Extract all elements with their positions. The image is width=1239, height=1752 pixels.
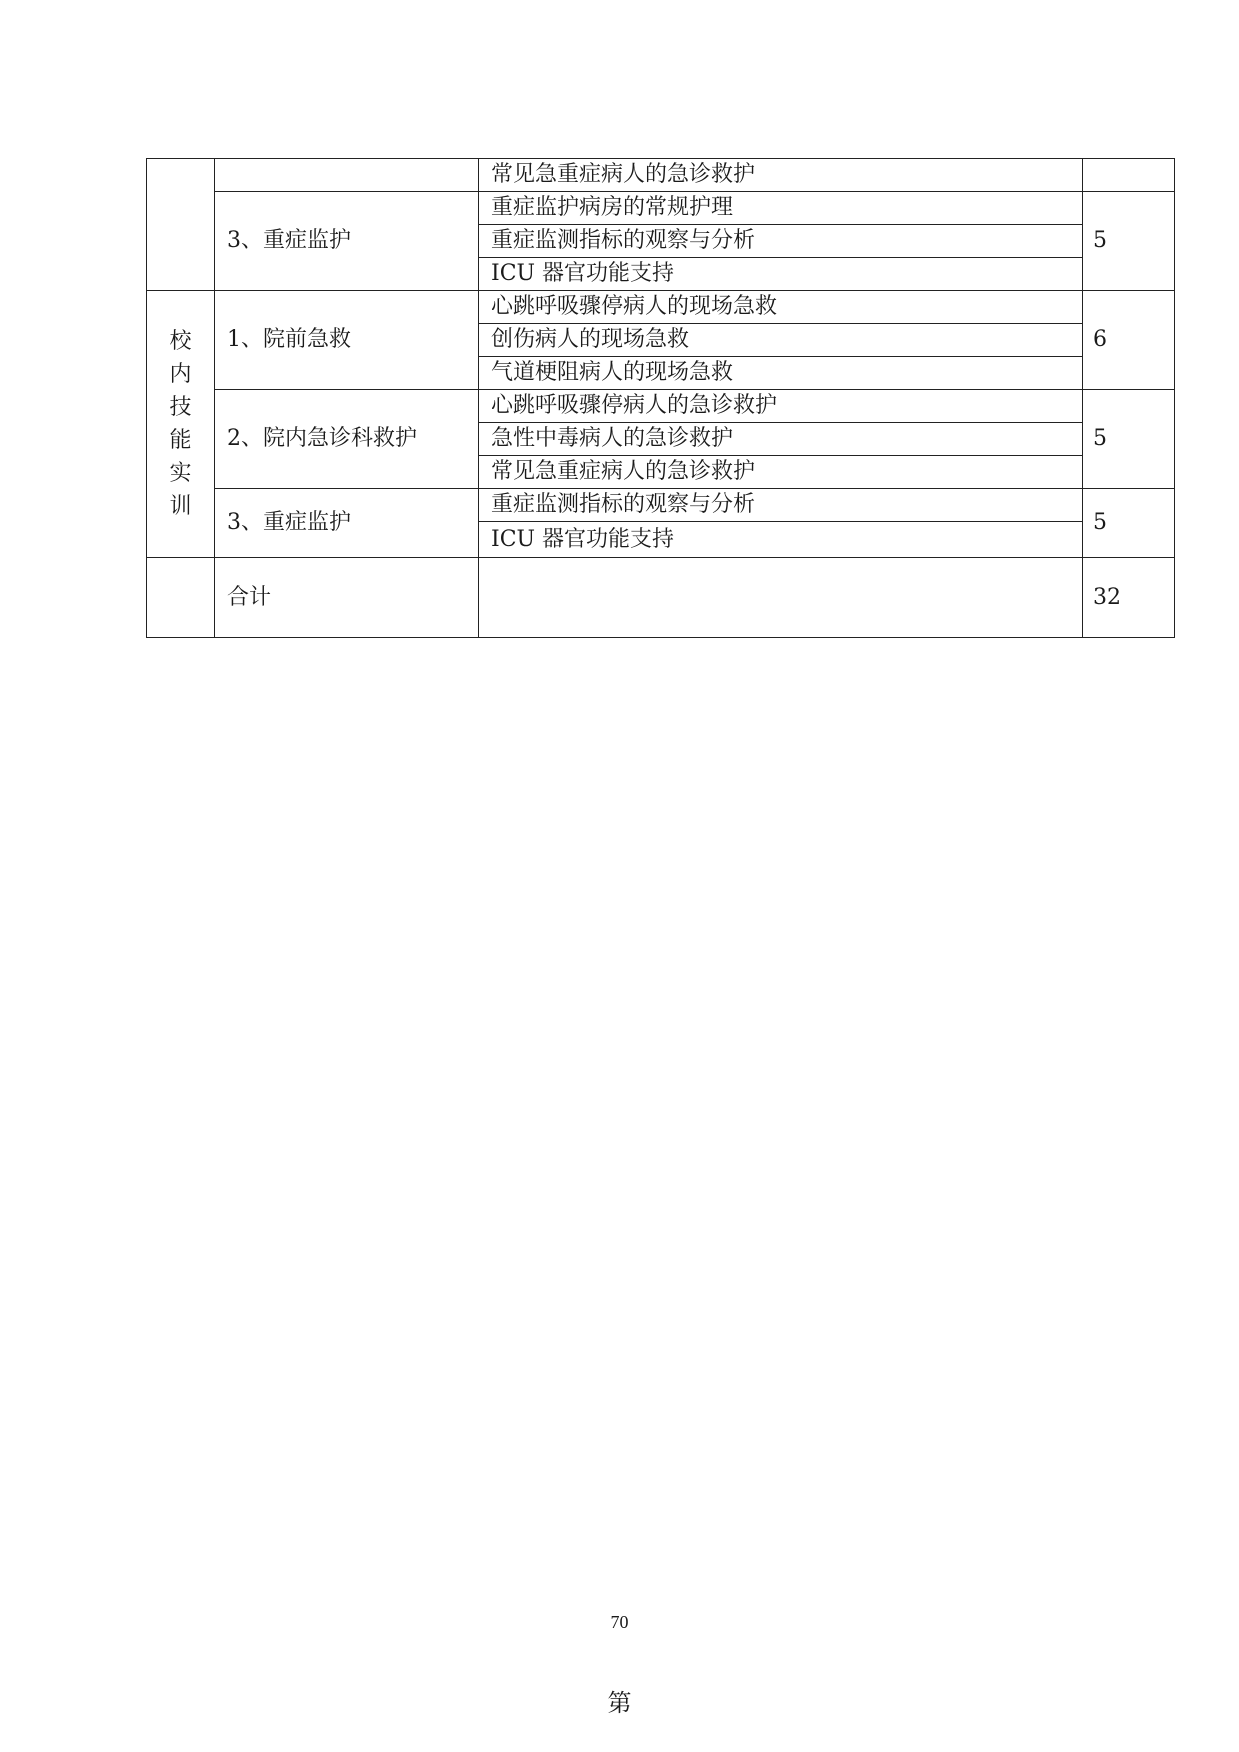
training-hours-table [146,158,1175,638]
content-item: 创伤病人的现场急救 [479,324,1083,357]
category-char: 实 [169,461,192,486]
category-char: 训 [169,494,192,519]
content-item: ICU 器官功能支持 [479,258,1083,291]
content-item: 急性中毒病人的急诊救护 [479,423,1083,456]
table-row [147,390,1175,423]
module-cell-continued [215,159,479,192]
content-item: ICU 器官功能支持 [479,522,1083,558]
content-item: 心跳呼吸骤停病人的急诊救护 [479,390,1083,423]
category-char: 校 [169,329,192,354]
category-char: 内 [169,362,192,387]
category-cell-continued [147,159,215,291]
footer-trailing-text: 第 [607,1691,632,1717]
category-char: 能 [169,428,192,453]
hours-value: 5 [1083,390,1175,489]
page-number: 70 [610,1612,629,1632]
total-empty-cell [147,558,215,638]
content-item: 重症监护病房的常规护理 [479,192,1083,225]
table-row [147,192,1175,225]
category-label [147,291,215,558]
hours-cell-continued [1083,159,1175,192]
table-row [147,489,1175,522]
module-name: 3、重症监护 [215,489,479,558]
table-row [147,291,1175,324]
module-name: 2、院内急诊科救护 [215,390,479,489]
table-row [147,159,1175,192]
hours-value: 5 [1083,489,1175,558]
content-item: 心跳呼吸骤停病人的现场急救 [479,291,1083,324]
hours-value: 5 [1083,192,1175,291]
total-empty-content [479,558,1083,638]
content-item: 气道梗阻病人的现场急救 [479,357,1083,390]
content-item: 常见急重症病人的急诊救护 [479,159,1083,192]
hours-value: 6 [1083,291,1175,390]
content-item: 常见急重症病人的急诊救护 [479,456,1083,489]
total-label: 合计 [215,558,479,638]
module-name: 3、重症监护 [215,192,479,291]
content-item: 重症监测指标的观察与分析 [479,489,1083,522]
total-hours: 32 [1083,558,1175,638]
total-row [147,558,1175,638]
module-name: 1、院前急救 [215,291,479,390]
category-char: 技 [169,395,192,420]
content-item: 重症监测指标的观察与分析 [479,225,1083,258]
